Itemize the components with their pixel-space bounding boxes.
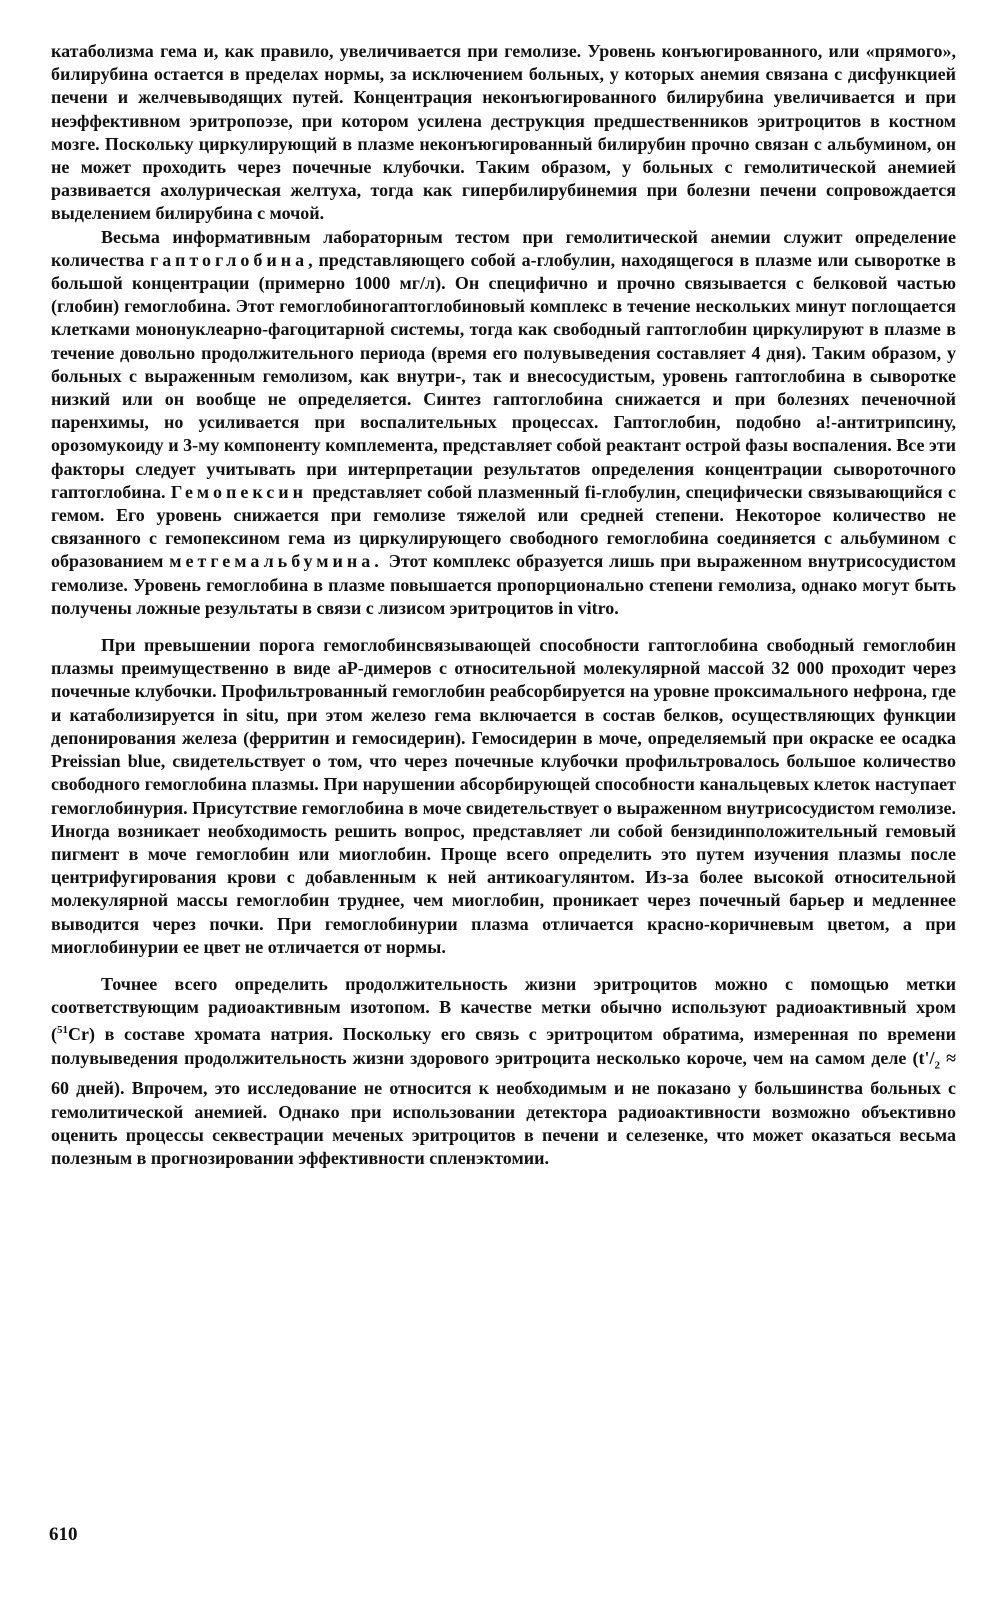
paragraph-lifespan-text-b: Cr) в составе хромата натрия. Поскольку его связь с эритроцитом обратима, измеренная по времени полувыведения продолжительность жизни здорового эритроцита несколько короче, чем на самом деле (t'/: [51, 1024, 956, 1068]
term-methemalbumin: метгемальбумина.: [169, 551, 383, 572]
paragraph-haptoglobin-text-b: , представляющего собой a-глобулин, находящегося в плазме или сыворотке в большой концентрации (примерно 1000 мг/л). Он специфично и прочно связывается с белковой частью (глобин) гемоглобина. Этот гемоглобиногаптоглобиновый комплекс в течение нескольких минут поглощается клетками мононуклеарно-фагоцитарной системы, тогда как свободный гаптоглобин циркулируют в плазме в течение довольно продолжительного периода (время его полувыведения составляет 4 дня). Таким образом, у больных с выраженным гемолизом, как внутри-, так и внесосудистым, уровень гаптоглобина в сыворотке низкий или он вообще не определяется. Синтез гаптоглобина снижается и при болезнях печеночной паренхимы, но усиливается при воспалительных процессах. Гаптоглобин, подобно a!-антитрипсину, орозомукоиду и 3-му компоненту комплемента, представляет собой реактант острой фазы воспаления. Все эти факторы следует учитывать при интерпретации результатов определения концентрации сывороточного гаптоглобина.: [51, 249, 956, 502]
paragraph-haptoglobin: [51, 226, 956, 620]
paragraph-bilirubin-text: катаболизма гема и, как правило, увеличивается при гемолизе. Уровень конъюгированного, или «прямого», билирубина остается в пределах нормы, за исключением больных, у которых анемия связана с дисфункцией печени и желчевыводящих путей. Концентрация неконъюгированного билирубина увеличивается и при неэффективном эритропоэзе, при котором усилена деструкция предшественников эритроцитов в костном мозге. Поскольку циркулирующий в плазме неконъюгированный билирубин прочно связан с альбумином, он не может проходить через почечные клубочки. Таким образом, у больных с гемолитической анемией развивается ахолурическая желтуха, тогда как гипербилирубинемия при болезни печени сопровождается выделением билирубина с мочой.: [51, 41, 956, 224]
page-number: 610: [49, 1524, 78, 1545]
term-haptoglobin: гаптоглобина: [150, 249, 309, 270]
paragraph-bilirubin: [51, 40, 956, 226]
isotope-superscript: 51: [57, 1024, 68, 1037]
paragraph-haptoglobin-text-a: Весьма информативным лабораторным тестом при гемолитической анемии служит определение количества: [51, 226, 956, 270]
paragraph-lifespan-text-c: ≈ 60 дней). Впрочем, это исследование не относится к необходимым и не показано у большинства больных с гемолитической анемией. Однако при использовании детектора радиоактивности возможно объективно оценить процессы секвестрации меченых эритроцитов в печени и селезенке, что может оказаться весьма полезным в прогнозировании эффективности спленэктомии.: [51, 1047, 956, 1168]
paragraph-hemoglobinuria-text: При превышении порога гемоглобинсвязывающей способности гаптоглобина свободный гемоглобин плазмы преимущественно в виде aP-димеров с относительной молекулярной массой 32 000 проходит через почечные клубочки. Профильтрованный гемоглобин реабсорбируется на уровне проксимального нефрона, где и катаболизируется in situ, при этом железо гема включается в состав белков, осуществляющих функции депонирования железа (ферритин и гемосидерин). Гемосидерин в моче, определяемый при окраске ее осадка Preissian blue, свидетельствует о том, что через почечные клубочки профильтровалось большое количество свободного гемоглобина плазмы. При нарушении абсорбирующей способности канальцевых клеток наступает гемоглобинурия. Присутствие гемоглобина в моче свидетельствует о выраженном внутрисосудистом гемолизе. Иногда возникает необходимость решить вопрос, представляет ли собой бензидинположительный гемовый пигмент в моче гемоглобин или миоглобин. Проще всего определить это путем изучения плазмы после центрифугирования крови с добавленным к ней антикоагулянтом. Из-за более высокой относительной молекулярной массы гемоглобин труднее, чем миоглобин, проникает через почечный барьер и медленнее выводится через почки. При гемоглобинурии плазма отличается красно-коричневым цветом, а при миоглобинурии ее цвет не отличается от нормы.: [51, 635, 956, 957]
paragraph-haptoglobin-text-c: представляет собой плазменный fi-глобулин, специфически связывающийся с гемом. Его уровень снижается при гемолизе тяжелой или средней степени. Некоторое количество не связанного с гемопексином гема из циркулирующего свободного гемоглобина соединяется с альбумином с образованием: [51, 481, 956, 572]
paragraph-haptoglobin-text-d: Этот комплекс образуется лишь при выраженном внутрисосудистом гемолизе. Уровень гемоглобина в плазме повышается пропорционально степени гемолиза, однако могут быть получены ложные результаты в связи с лизисом эритроцитов in vitro.: [51, 551, 957, 618]
term-hemopexin: Гемопексин: [170, 481, 307, 502]
paragraph-lifespan-text-a: Точнее всего определить продолжительность жизни эритроцитов можно с помощью метки соответствующим радиоактивным изотопом. В качестве метки обычно используют радиоактивный хром (: [51, 973, 956, 1045]
paragraph-hemoglobinuria: [51, 634, 956, 959]
paragraph-erythrocyte-lifespan: [51, 973, 956, 1170]
half-life-subscript: 2: [934, 1059, 941, 1072]
page-body: [51, 40, 956, 1170]
